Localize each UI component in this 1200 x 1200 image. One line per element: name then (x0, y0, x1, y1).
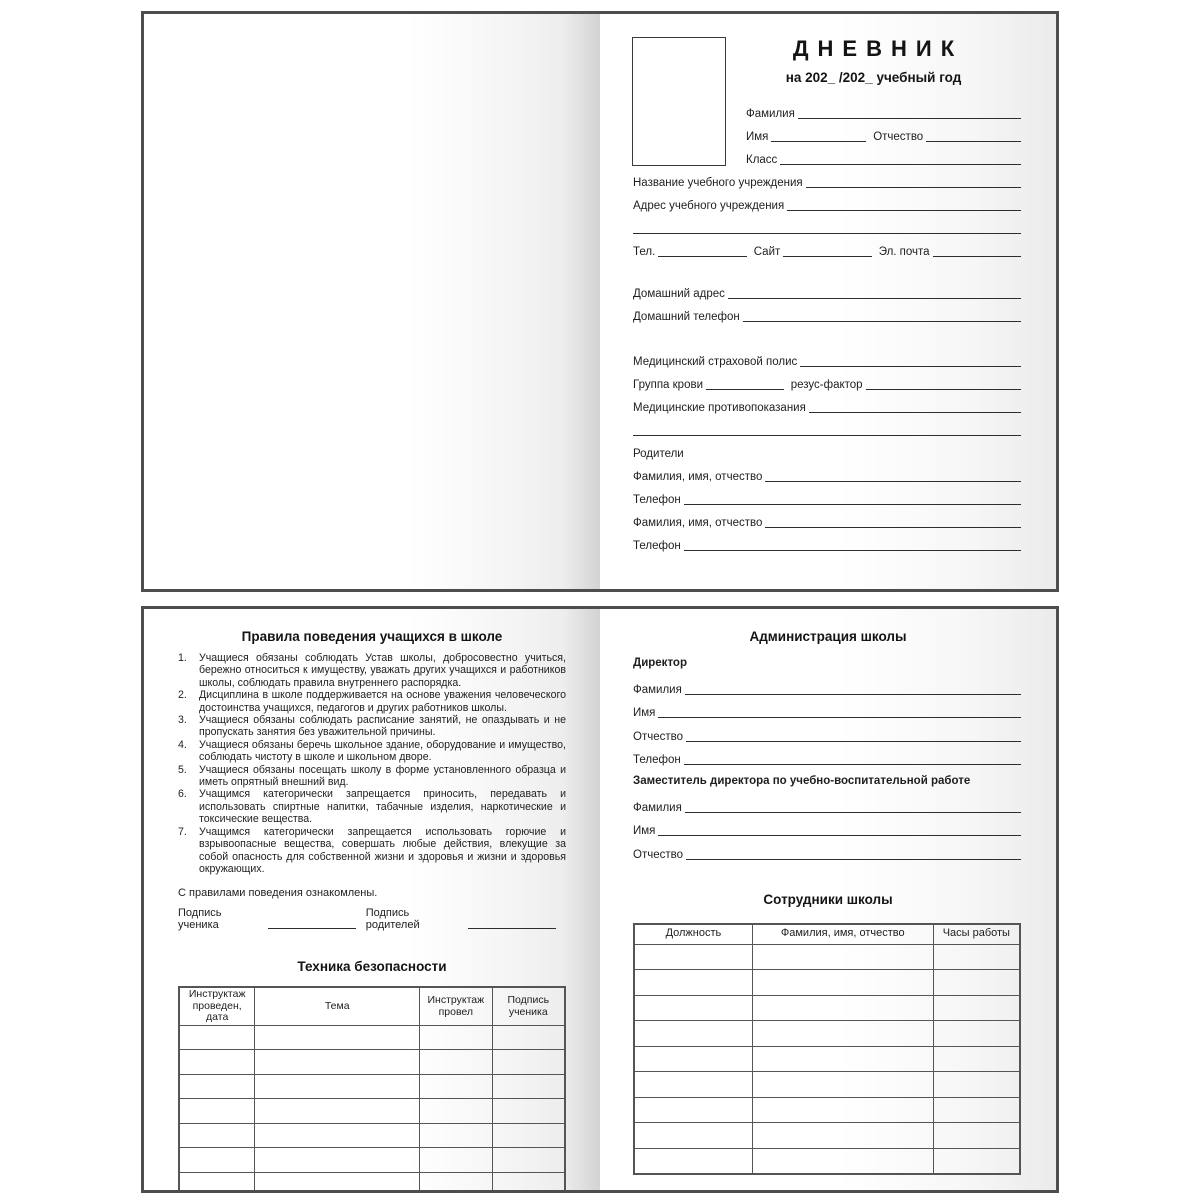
table-cell (752, 1123, 933, 1149)
table-cell (933, 1046, 1020, 1072)
field-label: Отчество (633, 848, 683, 861)
fill-line (765, 527, 1021, 528)
admin-page (600, 609, 1056, 1190)
safety-header-cell: Подпись ученика (492, 987, 565, 1025)
table-cell (752, 970, 933, 996)
table-cell (933, 995, 1020, 1021)
rule-text: Учащиеся обязаны посещать школу в форме установленного образца и иметь опрятный внешний вид. (199, 763, 566, 789)
field-deputy-name (633, 815, 1021, 839)
rule-item (178, 714, 566, 739)
field-label: Телефон (633, 540, 681, 552)
table-cell (492, 1148, 565, 1173)
table-cell (255, 1148, 420, 1173)
fill-line (633, 233, 1021, 234)
field-deputy-patronymic (633, 838, 1021, 862)
table-cell (420, 1099, 492, 1124)
safety-table (178, 986, 566, 1190)
table-cell (933, 944, 1020, 970)
field-label: Домашний адрес (633, 288, 725, 300)
table-row (634, 1021, 1020, 1047)
table-cell (255, 1025, 420, 1050)
safety-header-row (179, 987, 565, 1025)
table-cell (634, 970, 752, 996)
table-cell (752, 995, 933, 1021)
table-cell (933, 970, 1020, 996)
safety-header-cell: Инструктаж провел (420, 987, 492, 1025)
fill-line-row (633, 213, 1021, 236)
rule-text: Учащиеся обязаны беречь школьное здание, оборудование и имущество, соблюдать чистоту в школе и школьном дворе. (199, 738, 566, 764)
signature-line (268, 928, 356, 929)
table-cell (179, 1074, 255, 1099)
fill-line (685, 812, 1021, 813)
field-label: Медицинские противопоказания (633, 402, 806, 414)
fill-line (806, 187, 1021, 188)
table-cell (752, 1072, 933, 1098)
diary-title: ДНЕВНИК (792, 36, 964, 61)
table-cell (752, 1021, 933, 1047)
table-cell (752, 1046, 933, 1072)
fill-line (633, 435, 1021, 436)
table-cell (933, 1072, 1020, 1098)
signature-line (468, 928, 556, 929)
field-label: Телефон (633, 494, 681, 506)
table-row (634, 1123, 1020, 1149)
safety-header-cell: Инструктаж проведен, дата (179, 987, 255, 1025)
field-label: Медицинский страховой полис (633, 356, 798, 368)
field-label: Имя (633, 825, 656, 837)
rules-list (178, 652, 566, 875)
fill-line (684, 504, 1021, 505)
fill-line (783, 256, 871, 257)
fill-line (658, 835, 1021, 836)
table-cell (420, 1025, 492, 1050)
table-cell (933, 1148, 1020, 1174)
table-row (179, 1172, 565, 1190)
table-row (179, 1148, 565, 1173)
table-cell (255, 1123, 420, 1148)
field-label: Фамилия (633, 683, 682, 696)
table-row (179, 1074, 565, 1099)
field-label: Адрес учебного учреждения (633, 200, 785, 212)
table-cell (420, 1123, 492, 1148)
table-row (634, 970, 1020, 996)
field-director-patronymic (633, 720, 1021, 744)
table-cell (634, 944, 752, 970)
rules-title: Правила поведения учащихся в школе (241, 629, 503, 644)
field-school-address (633, 190, 1021, 213)
table-row (634, 944, 1020, 970)
field-deputy-surname (633, 791, 1021, 815)
cover-head (725, 36, 1022, 85)
director-heading: Директор (633, 657, 687, 669)
table-cell (420, 1050, 492, 1075)
table-cell (179, 1148, 255, 1173)
table-cell (492, 1172, 565, 1190)
table-row (179, 1099, 565, 1124)
field-label: Фамилия, имя, отчество (633, 517, 763, 529)
field-label: Родители (633, 448, 684, 460)
table-cell (420, 1148, 492, 1173)
field-class (746, 144, 1021, 167)
field-name-patronymic (746, 121, 1021, 144)
table-cell (179, 1025, 255, 1050)
field-director-name (633, 697, 1021, 721)
table-row (179, 1050, 565, 1075)
fill-line (684, 550, 1021, 551)
cover-page (600, 14, 1056, 589)
table-cell (634, 1148, 752, 1174)
table-row (634, 1097, 1020, 1123)
field-director-phone (633, 744, 1021, 768)
field-label: Домашний телефон (633, 311, 740, 323)
bottom-spread (141, 606, 1059, 1193)
field-label: резус-фактор (790, 379, 863, 391)
table-cell (634, 1097, 752, 1123)
field-label: Группа крови (633, 379, 703, 391)
table-cell (179, 1123, 255, 1148)
fill-line (787, 210, 1021, 211)
field-home-address (633, 278, 1021, 301)
table-cell (492, 1074, 565, 1099)
fill-line (800, 366, 1021, 367)
staff-header-cell: Фамилия, имя, отчество (752, 924, 933, 945)
table-cell (752, 1148, 933, 1174)
table-row (634, 1072, 1020, 1098)
signature-row (178, 907, 566, 931)
fill-line (765, 481, 1021, 482)
field-parent1-phone (633, 484, 1021, 507)
rule-item (178, 788, 566, 825)
cover-fields (633, 98, 1021, 553)
rule-item (178, 826, 566, 876)
fill-line-row (633, 415, 1021, 438)
staff-header-cell: Должность (634, 924, 752, 945)
fill-line (686, 741, 1021, 742)
table-cell (179, 1050, 255, 1075)
table-cell (752, 944, 933, 970)
field-label: Телефон (633, 754, 681, 766)
field-med-contraindications (633, 392, 1021, 415)
table-cell (255, 1050, 420, 1075)
administration-body (600, 657, 1056, 862)
table-cell (634, 1046, 752, 1072)
table-cell (255, 1074, 420, 1099)
rule-item (178, 652, 566, 689)
rules-page (144, 609, 600, 1190)
table-row (179, 1025, 565, 1050)
fill-line (780, 164, 1021, 165)
table-cell (492, 1050, 565, 1075)
table-row (179, 1123, 565, 1148)
fill-line (728, 298, 1021, 299)
deputy-heading: Заместитель директора по учебно-воспитательной работе (633, 775, 971, 787)
diary-subtitle: на 202_ /202_ учебный год (785, 70, 962, 85)
field-parent2-fio (633, 507, 1021, 530)
rule-text: Дисциплина в школе поддерживается на основе уважения человеческого достоинства учащихся, педагогов и других работников школы. (199, 689, 566, 714)
rule-text: Учащиеся обязаны соблюдать расписание занятий, не опаздывать и не пропускать занятия без уважительной причины. (199, 714, 566, 739)
table-cell (492, 1123, 565, 1148)
staff-table (633, 923, 1021, 1176)
field-label: Сайт (753, 246, 781, 258)
fill-line (866, 389, 1021, 390)
field-surname (746, 98, 1021, 121)
field-parent1-fio (633, 461, 1021, 484)
fill-line (798, 118, 1021, 119)
safety-header-cell: Тема (255, 987, 420, 1025)
fill-line (658, 256, 746, 257)
table-row (634, 995, 1020, 1021)
administration-title: Администрация школы (749, 629, 907, 644)
field-label: Фамилия, имя, отчество (633, 471, 763, 483)
table-cell (179, 1099, 255, 1124)
field-label: Отчество (633, 730, 683, 743)
field-school-name (633, 167, 1021, 190)
staff-header-cell: Часы работы (933, 924, 1020, 945)
table-cell (634, 995, 752, 1021)
fill-line (658, 717, 1021, 718)
table-cell (752, 1097, 933, 1123)
field-med-policy (633, 346, 1021, 369)
rule-item (178, 764, 566, 789)
field-director-surname (633, 673, 1021, 697)
table-cell (634, 1072, 752, 1098)
table-cell (420, 1172, 492, 1190)
table-cell (933, 1097, 1020, 1123)
fill-line (926, 141, 1021, 142)
fill-line (706, 389, 784, 390)
rules-acknowledged: С правилами поведения ознакомлены. (178, 887, 378, 900)
field-label: Имя (746, 131, 769, 143)
table-cell (255, 1172, 420, 1190)
fill-line (933, 256, 1021, 257)
safety-title: Техника безопасности (297, 959, 447, 975)
fill-line (684, 764, 1021, 765)
staff-header-row (634, 924, 1020, 945)
fill-line (743, 321, 1021, 322)
staff-title: Сотрудники школы (763, 891, 893, 907)
table-cell (933, 1021, 1020, 1047)
fill-line (809, 412, 1021, 413)
table-cell (634, 1021, 752, 1047)
field-label: Имя (633, 707, 656, 719)
table-row (634, 1046, 1020, 1072)
table-cell (179, 1172, 255, 1190)
field-parent2-phone (633, 530, 1021, 553)
parents-heading (633, 438, 1021, 461)
table-cell (634, 1123, 752, 1149)
table-cell (420, 1074, 492, 1099)
field-label: Эл. почта (878, 246, 930, 258)
table-row (634, 1148, 1020, 1174)
top-spread (141, 11, 1059, 592)
field-label: Название учебного учреждения (633, 177, 803, 189)
field-blood-group (633, 369, 1021, 392)
parents-signature-label: Подпись родителей (365, 907, 420, 932)
blank-page (144, 14, 600, 589)
table-cell (255, 1099, 420, 1124)
rule-item (178, 739, 566, 764)
field-home-phone (633, 301, 1021, 324)
rule-text: Учащиеся обязаны соблюдать Устав школы, добросовестно учиться, бережно относиться к имуществу, уважать других учащихся и работников школы, соблюдать правила внутреннего распорядка. (199, 652, 566, 689)
field-label: Отчество (873, 131, 924, 143)
fill-line (685, 694, 1021, 695)
field-tel-site-email (633, 236, 1021, 259)
student-signature-label: Подпись ученика (178, 907, 222, 932)
table-cell (492, 1025, 565, 1050)
field-label: Фамилия (746, 108, 795, 120)
fill-line (771, 141, 866, 142)
rule-item (178, 689, 566, 714)
fill-line (686, 859, 1021, 860)
rule-text: Учащимся категорически запрещается приносить, передавать и использовать спиртные напитки, табачные изделия, наркотические и токсические вещества. (199, 788, 566, 826)
field-label: Фамилия (633, 801, 682, 814)
field-label: Класс (746, 154, 778, 166)
table-cell (933, 1123, 1020, 1149)
field-label: Тел. (633, 246, 656, 258)
rule-text: Учащимся категорически запрещается использовать горючие и взрывоопасные вещества, совершать любые действия, влекущие за собой опасность для собственной жизни и здоровья и жизни и здоровья окружающих. (199, 825, 566, 875)
table-cell (492, 1099, 565, 1124)
